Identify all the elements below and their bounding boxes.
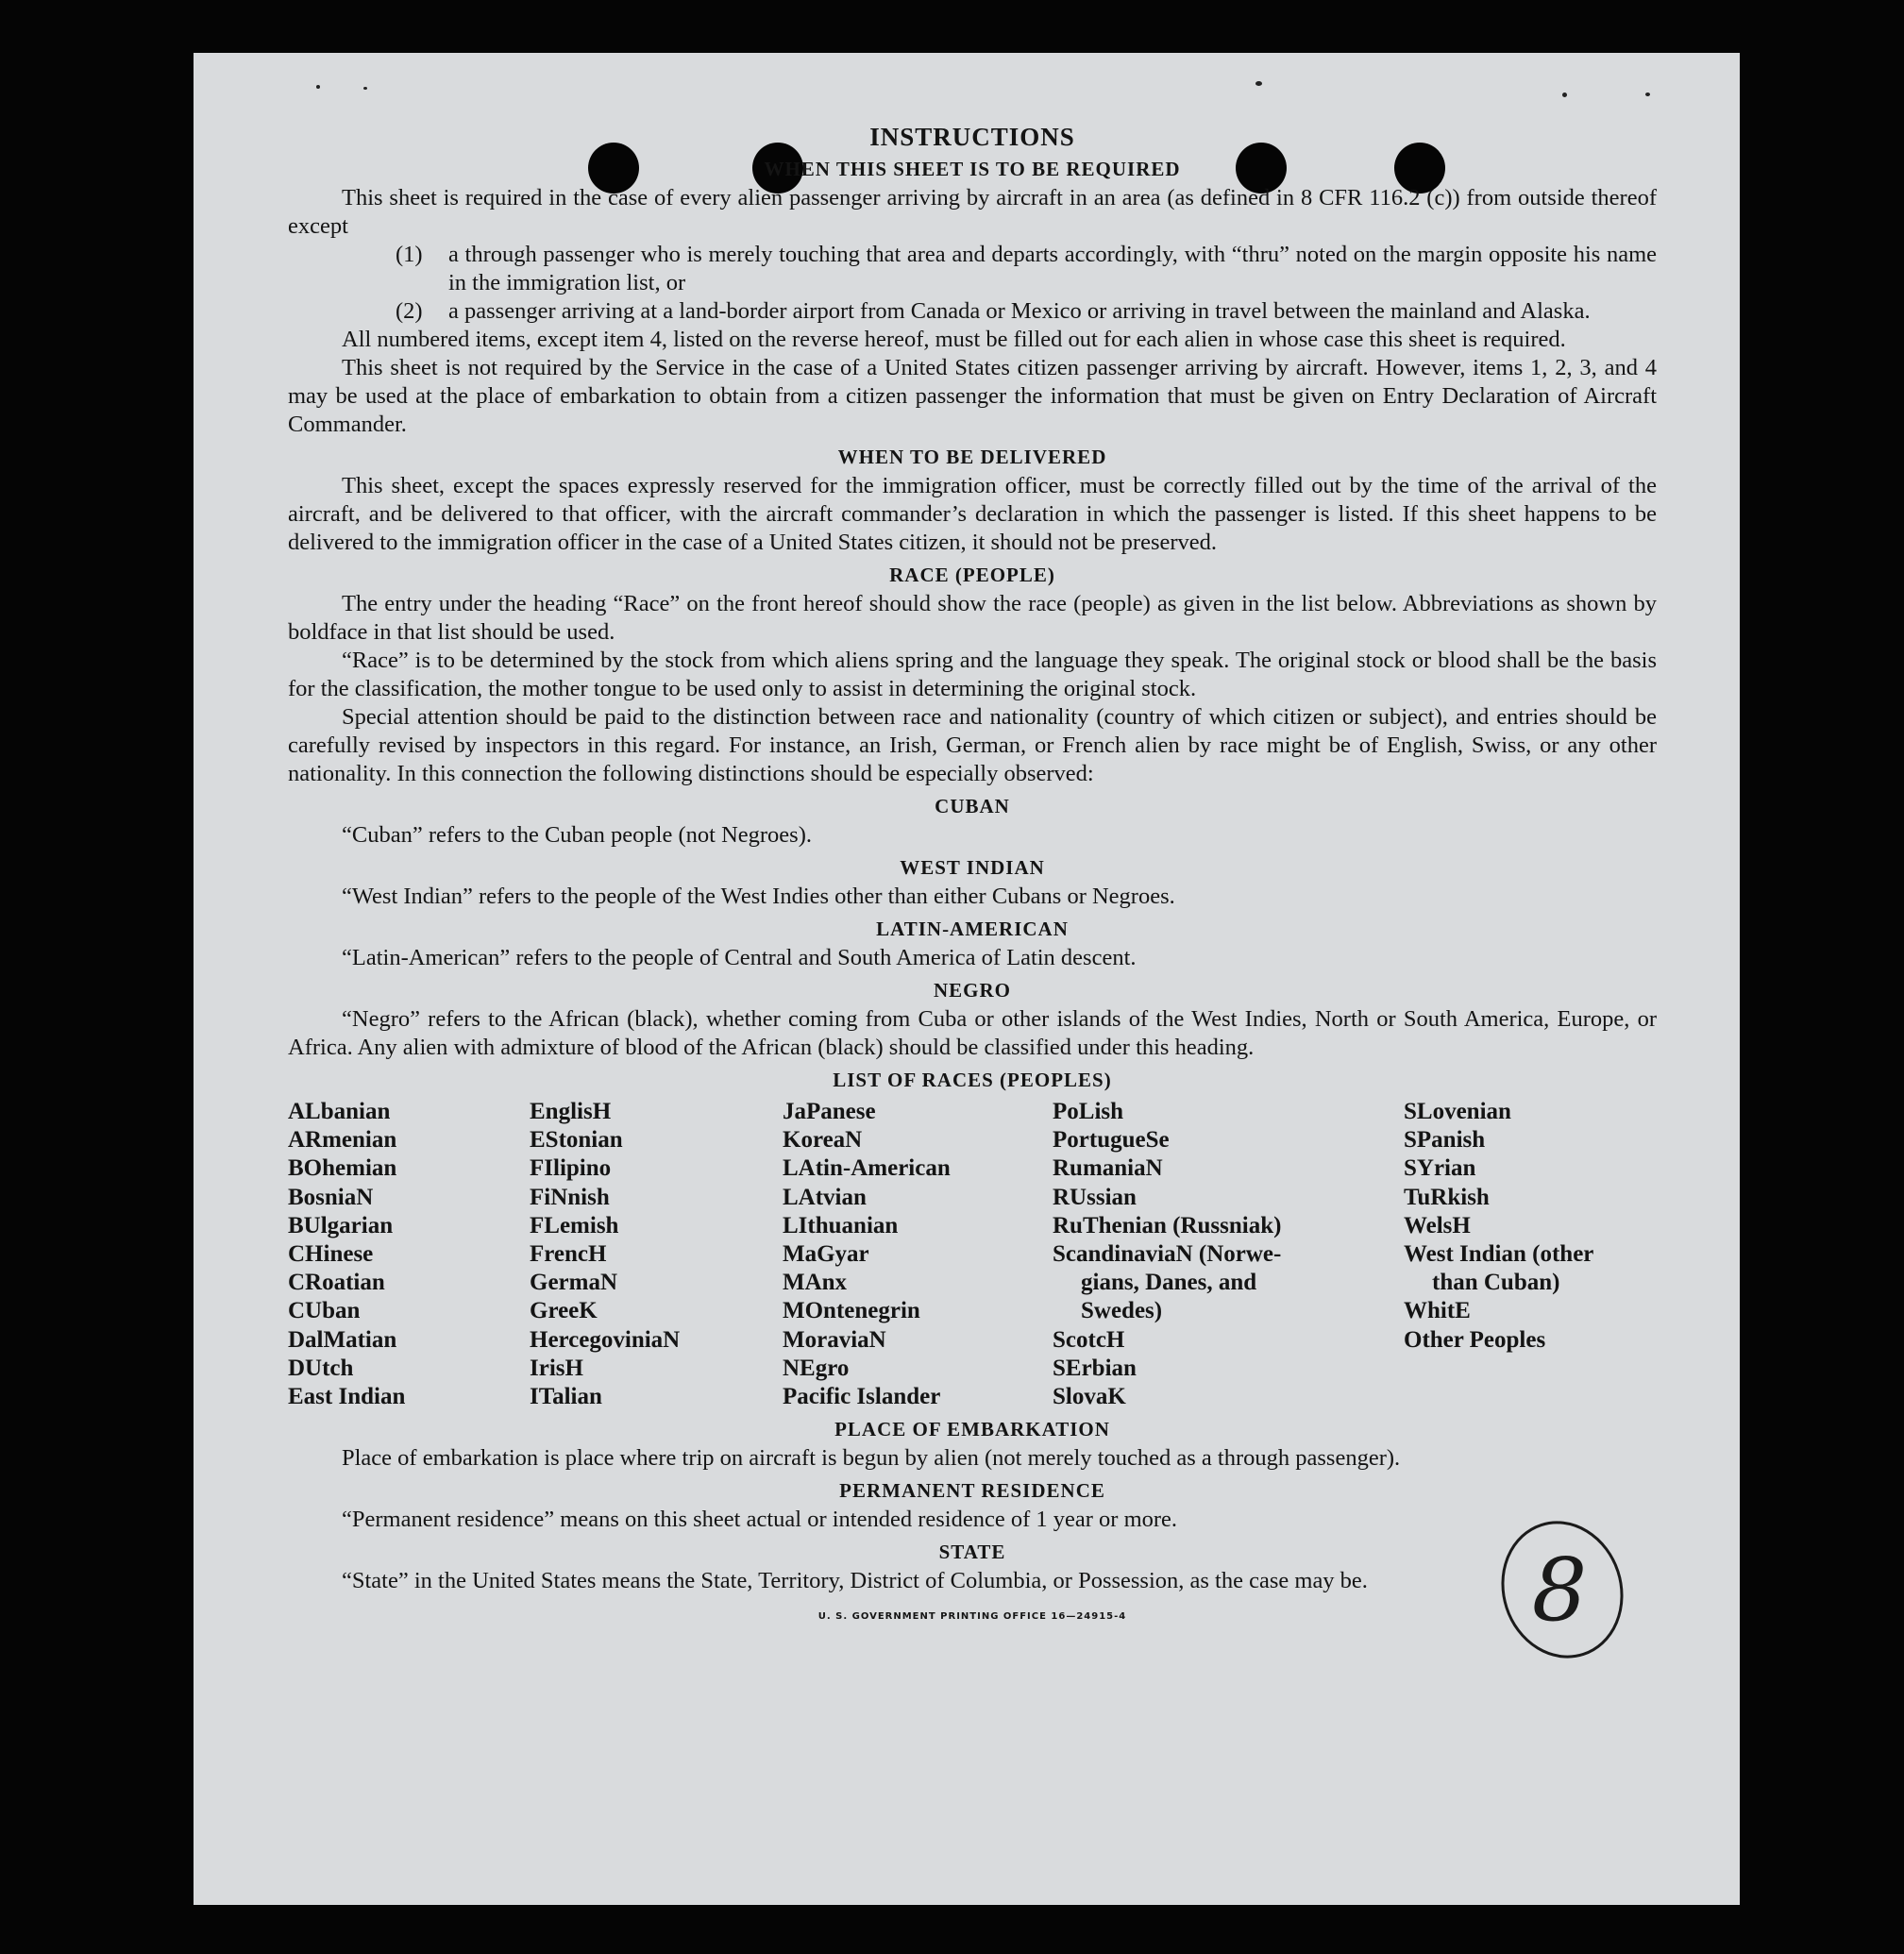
handwritten-number: 8 <box>1531 1540 1588 1641</box>
race-item: FLemish <box>530 1212 619 1238</box>
section-heading: STATE <box>938 1541 1006 1564</box>
race-item: Swedes) <box>1081 1298 1163 1324</box>
section-heading: WHEN TO BE DELIVERED <box>837 446 1107 468</box>
race-item: BOhemian <box>288 1155 397 1182</box>
race-item: NEgro <box>783 1355 850 1381</box>
race-item: IrisH <box>530 1355 583 1381</box>
race-item: MAnx <box>783 1270 848 1296</box>
speck <box>363 87 367 90</box>
paragraph: All numbered items, except item 4, listed on the reverse hereof, must be filled out for each alien in whose case this sheet is required. <box>342 327 1566 352</box>
race-column <box>783 1098 1053 1411</box>
race-item: HercegoviniaN <box>530 1326 681 1353</box>
paragraph: This sheet is not required by the Service in the case of a United States citizen passenger arriving by aircraft. However, items 1, 2, 3, and 4 may be used at the place of embarkation to obtain from a citizen passenger the information that must be given on Entry Declaration of Aircraft Commander. <box>288 355 1657 437</box>
race-column <box>530 1098 783 1411</box>
section-heading: PLACE OF EMBARKATION <box>834 1418 1110 1441</box>
race-item: ScotcH <box>1053 1326 1125 1353</box>
race-item: FIlipino <box>530 1155 612 1182</box>
section-heading: NEGRO <box>933 979 1011 1002</box>
paragraph: “West Indian” refers to the people of the West Indies other than either Cubans or Negroes. <box>342 884 1175 909</box>
item-text: a through passenger who is merely touching that area and departs accordingly, with “thru” noted on the margin opposite his name in the immigration list, or <box>448 242 1657 295</box>
race-item: FiNnish <box>530 1184 610 1210</box>
printer-imprint: U. S. GOVERNMENT PRINTING OFFICE 16—24915-4 <box>817 1611 1127 1623</box>
section-heading: CUBAN <box>935 795 1010 817</box>
speck <box>1562 93 1567 97</box>
race-item: PoLish <box>1053 1099 1124 1124</box>
race-item: RUssian <box>1053 1184 1137 1210</box>
race-item: EnglisH <box>530 1099 612 1124</box>
race-item: RuThenian (Russniak) <box>1053 1212 1282 1238</box>
race-item: ARmenian <box>288 1127 397 1154</box>
section-heading: PERMANENT RESIDENCE <box>839 1479 1105 1503</box>
race-item: PortugueSe <box>1053 1127 1170 1154</box>
race-item: ITalian <box>530 1384 602 1410</box>
race-item: LIthuanian <box>783 1212 899 1238</box>
item-number: (2) <box>396 298 423 324</box>
race-item: FrencH <box>530 1241 607 1268</box>
race-item: SlovaK <box>1053 1384 1126 1410</box>
race-column <box>1053 1098 1404 1411</box>
paragraph: The entry under the heading “Race” on the front hereof should show the race (people) as given in the list below. Abbreviations as shown by boldface in that list should be used. <box>288 591 1657 645</box>
section-heading: WHEN THIS SHEET IS TO BE REQUIRED <box>764 158 1181 180</box>
item-text: a passenger arriving at a land-border airport from Canada or Mexico or arriving in travel between the mainland and Alaska. <box>448 298 1591 324</box>
race-list <box>288 1098 1657 1411</box>
speck <box>1255 81 1262 86</box>
race-item: DUtch <box>288 1355 354 1381</box>
document-sheet <box>194 53 1740 1905</box>
race-item: DalMatian <box>288 1326 397 1353</box>
race-item: CHinese <box>288 1241 374 1268</box>
race-item: SLovenian <box>1404 1099 1511 1124</box>
race-item: TuRkish <box>1404 1184 1490 1210</box>
race-item: MaGyar <box>783 1241 869 1268</box>
paragraph: Place of embarkation is place where trip on aircraft is begun by alien (not merely touched as a through passenger). <box>342 1445 1401 1472</box>
speck <box>316 85 320 89</box>
paragraph: “Race” is to be determined by the stock from which aliens spring and the language they speak. The original stock or blood shall be the basis for the classification, the mother tongue to be used only to assist in determining the original stock. <box>288 648 1657 701</box>
section-heading: RACE (PEOPLE) <box>889 564 1055 586</box>
list-item <box>396 297 1657 326</box>
race-item: ALbanian <box>288 1099 391 1124</box>
race-item: West Indian (other <box>1404 1241 1594 1268</box>
handwritten-circled-number <box>1491 1514 1633 1663</box>
race-item: Other Peoples <box>1404 1326 1546 1353</box>
paragraph: “State” in the United States means the State, Territory, District of Columbia, or Possession, as the case may be. <box>342 1568 1368 1594</box>
race-item: BUlgarian <box>288 1212 394 1238</box>
paragraph: “Permanent residence” means on this sheet actual or intended residence of 1 year or more. <box>342 1507 1178 1533</box>
paragraph: Special attention should be paid to the distinction between race and nationality (country of which citizen or subject), and entries should be carefully revised by inspectors in this regard. For instance, an Irish, German, or French alien by race might be of English, Swiss, or any other nationality. In this connection the following distinctions should be especially observed: <box>288 704 1657 786</box>
race-column <box>1404 1098 1649 1411</box>
section-heading: LIST OF RACES (PEOPLES) <box>833 1069 1112 1091</box>
race-item: GreeK <box>530 1298 598 1324</box>
instructions-body <box>288 123 1657 1631</box>
list-item <box>396 241 1657 297</box>
race-item: than Cuban) <box>1432 1270 1560 1296</box>
item-number: (1) <box>396 242 423 267</box>
race-item: SPanish <box>1404 1127 1486 1154</box>
paragraph: “Cuban” refers to the Cuban people (not Negroes). <box>342 822 812 848</box>
paragraph: “Latin-American” refers to the people of Central and South America of Latin descent. <box>342 945 1137 970</box>
race-item: KoreaN <box>783 1127 863 1154</box>
race-item: CUban <box>288 1298 361 1324</box>
race-column <box>288 1098 530 1411</box>
race-item: gians, Danes, and <box>1081 1270 1257 1296</box>
race-item: WhitE <box>1404 1298 1471 1324</box>
race-item: ScandinaviaN (Norwe- <box>1053 1241 1282 1268</box>
race-item: SErbian <box>1053 1355 1137 1381</box>
race-item: East Indian <box>288 1384 406 1410</box>
race-item: SYrian <box>1404 1155 1476 1182</box>
race-item: MOntenegrin <box>783 1298 920 1324</box>
section-heading: WEST INDIAN <box>900 856 1045 879</box>
race-item: MoraviaN <box>783 1326 886 1353</box>
paragraph: This sheet is required in the case of every alien passenger arriving by aircraft in an area (as defined in 8 CFR 116.2 (c)) from outside thereof except <box>288 185 1657 239</box>
paragraph: “Negro” refers to the African (black), whether coming from Cuba or other islands of the West Indies, North or South America, Europe, or Africa. Any alien with admixture of blood of the African (black) should be classified under this heading. <box>288 1006 1657 1060</box>
race-item: Pacific Islander <box>783 1384 941 1410</box>
race-item: GermaN <box>530 1270 618 1296</box>
race-item: CRoatian <box>288 1270 385 1296</box>
race-item: WelsH <box>1404 1212 1471 1238</box>
page-title: INSTRUCTIONS <box>869 123 1075 151</box>
race-item: BosniaN <box>288 1184 374 1210</box>
section-heading: LATIN-AMERICAN <box>876 918 1069 940</box>
speck <box>1645 93 1650 96</box>
race-item: JaPanese <box>783 1099 876 1124</box>
race-item: LAtvian <box>783 1184 867 1210</box>
race-item: RumaniaN <box>1053 1155 1163 1182</box>
paragraph: This sheet, except the spaces expressly reserved for the immigration officer, must be correctly filled out by the time of the arrival of the aircraft, and be delivered to that officer, with the aircraft commander’s declaration in which the passenger is listed. If this sheet happens to be delivered to the immigration officer in the case of a United States citizen, it should not be preserved. <box>288 473 1657 555</box>
race-item: EStonian <box>530 1127 623 1154</box>
race-item: LAtin-American <box>783 1155 951 1182</box>
